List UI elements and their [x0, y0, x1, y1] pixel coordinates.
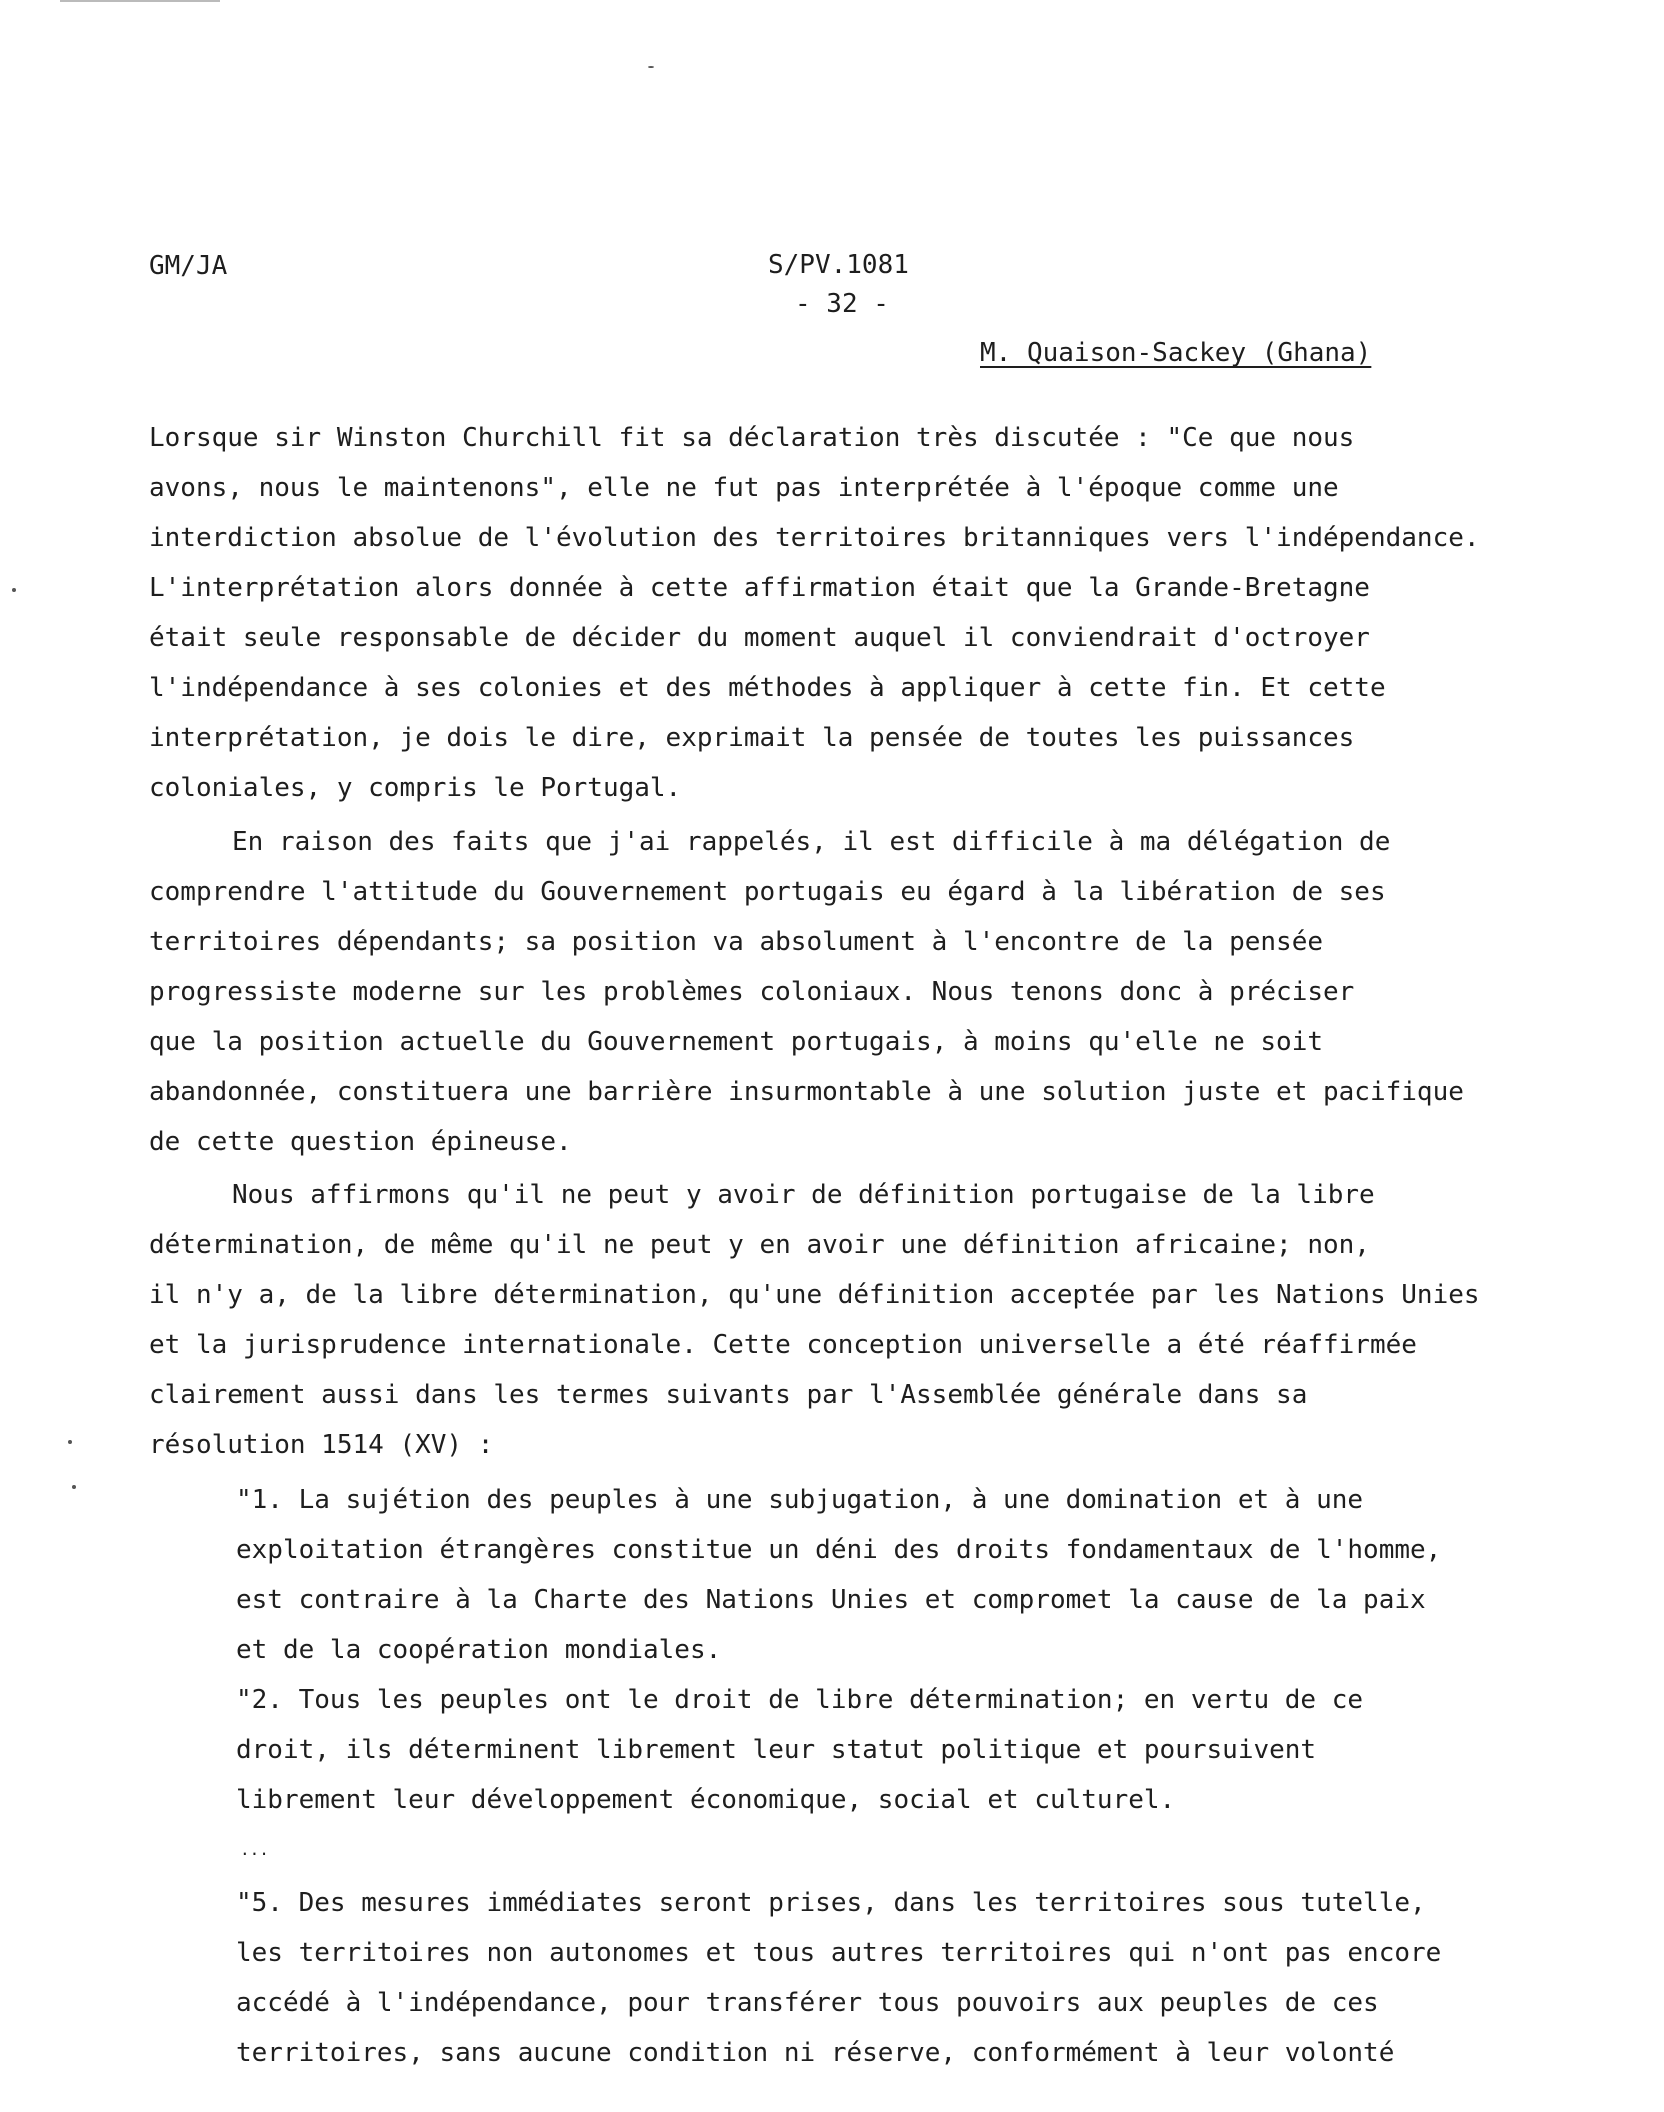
- text-line: coloniales, y compris le Portugal.: [149, 773, 682, 803]
- scan-speck: [68, 1440, 72, 1444]
- document-symbol: S/PV.1081: [768, 250, 909, 280]
- text-line: était seule responsable de décider du moment auquel il conviendrait d'octroyer: [149, 623, 1370, 653]
- text-line: Lorsque sir Winston Churchill fit sa déclaration très discutée : "Ce que nous: [149, 423, 1355, 453]
- text-line: les territoires non autonomes et tous autres territoires qui n'ont pas encore: [236, 1938, 1442, 1968]
- text-line: L'interprétation alors donnée à cette affirmation était que la Grande-Bretagne: [149, 573, 1370, 603]
- text-line: que la position actuelle du Gouvernement portugais, à moins qu'elle ne soit: [149, 1027, 1323, 1057]
- scan-speck: [12, 588, 16, 592]
- scan-speck: [72, 1485, 76, 1489]
- text-line: est contraire à la Charte des Nations Unies et compromet la cause de la paix: [236, 1585, 1426, 1615]
- text-line: accédé à l'indépendance, pour transférer tous pouvoirs aux peuples de ces: [236, 1988, 1379, 2018]
- paragraph-self-determination: [149, 1170, 1569, 1470]
- text-line: il n'y a, de la libre détermination, qu'une définition acceptée par les Nations Unies: [149, 1280, 1480, 1310]
- quote-article-5: [236, 1878, 1576, 2078]
- text-line: clairement aussi dans les termes suivants par l'Assemblée générale dans sa: [149, 1380, 1308, 1410]
- quote-article-2: [236, 1675, 1576, 1825]
- quote-article-1: [236, 1475, 1576, 1675]
- omission-ellipsis: ...: [240, 1840, 269, 1859]
- scan-speck: [648, 66, 654, 68]
- text-line: territoires dépendants; sa position va absolument à l'encontre de la pensée: [149, 927, 1323, 957]
- text-line: résolution 1514 (XV) :: [149, 1430, 494, 1460]
- paragraph-portugal-position: [149, 817, 1569, 1167]
- text-line: détermination, de même qu'il ne peut y en avoir une définition africaine; non,: [149, 1230, 1370, 1260]
- text-line: comprendre l'attitude du Gouvernement portugais eu égard à la libération de ses: [149, 877, 1386, 907]
- text-line: interprétation, je dois le dire, exprimait la pensée de toutes les puissances: [149, 723, 1355, 753]
- text-line: avons, nous le maintenons", elle ne fut pas interprétée à l'époque comme une: [149, 473, 1339, 503]
- text-line: exploitation étrangères constitue un déni des droits fondamentaux de l'homme,: [236, 1535, 1442, 1565]
- text-line: droit, ils déterminent librement leur statut politique et poursuivent: [236, 1735, 1317, 1765]
- text-line: et la jurisprudence internationale. Cette conception universelle a été réaffirmée: [149, 1330, 1417, 1360]
- text-line: progressiste moderne sur les problèmes coloniaux. Nous tenons donc à préciser: [149, 977, 1355, 1007]
- paragraph-churchill: [149, 413, 1569, 813]
- text-line: l'indépendance à ses colonies et des méthodes à appliquer à cette fin. Et cette: [149, 673, 1386, 703]
- reference-code: GM/JA: [149, 251, 228, 281]
- scan-edge: [60, 0, 220, 2]
- text-line: En raison des faits que j'ai rappelés, il est difficile à ma délégation de: [232, 827, 1391, 857]
- text-line: "5. Des mesures immédiates seront prises, dans les territoires sous tutelle,: [236, 1888, 1426, 1918]
- page-number: - 32 -: [795, 289, 889, 319]
- text-line: "2. Tous les peuples ont le droit de libre détermination; en vertu de ce: [236, 1685, 1364, 1715]
- text-line: abandonnée, constituera une barrière insurmontable à une solution juste et pacifique: [149, 1077, 1464, 1107]
- text-line: de cette question épineuse.: [149, 1127, 572, 1157]
- text-line: Nous affirmons qu'il ne peut y avoir de définition portugaise de la libre: [232, 1180, 1375, 1210]
- text-line: interdiction absolue de l'évolution des territoires britanniques vers l'indépendance.: [149, 523, 1480, 553]
- text-line: librement leur développement économique, social et culturel.: [236, 1785, 1176, 1815]
- speaker-heading: M. Quaison-Sackey (Ghana): [980, 338, 1372, 368]
- text-line: territoires, sans aucune condition ni réserve, conformément à leur volonté: [236, 2038, 1395, 2068]
- text-line: "1. La sujétion des peuples à une subjugation, à une domination et à une: [236, 1485, 1364, 1515]
- text-line: et de la coopération mondiales.: [236, 1635, 722, 1665]
